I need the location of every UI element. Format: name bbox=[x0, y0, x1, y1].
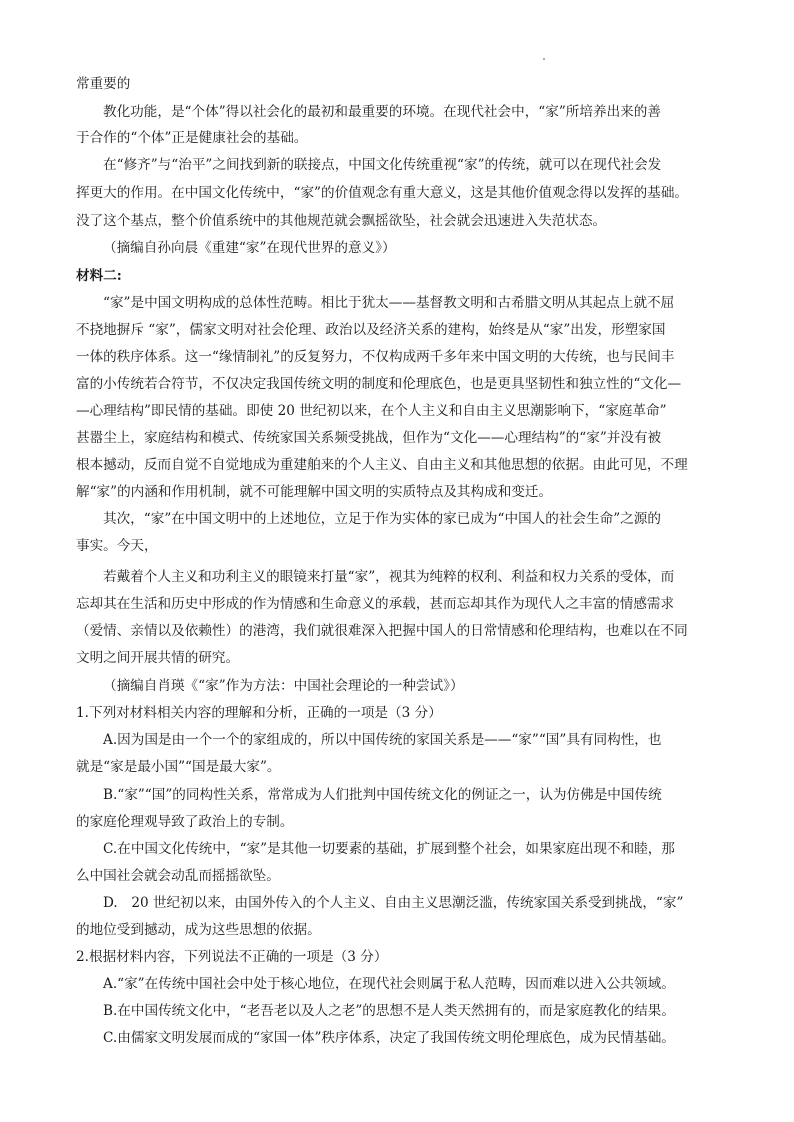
text-line: 若戴着个人主义和功利主义的眼镜来打量“家”，视其为纯粹的权利、利益和权力关系的受体，而 bbox=[103, 569, 675, 585]
text-line: 在“修齐”与“治平”之间找到新的联接点，中国文化传统重视“家”的传统，就可以在现代社会发 bbox=[103, 157, 662, 173]
source-citation: （摘编自孙向晨《重建“家”在现代世界的意义》） bbox=[103, 240, 396, 256]
option-line: B.在中国传统文化中，“老吾老以及人之老”的思想不是人类天然拥有的，而是家庭教化的结果。 bbox=[103, 1003, 675, 1019]
text-line: 常重要的 bbox=[76, 76, 131, 92]
question-stem: 1.下列对材料相关内容的理解和分析，正确的一项是（3 分） bbox=[76, 705, 442, 721]
text-line: “家”是中国文明构成的总体性范畴。相比于犹太——基督教文明和古希腊文明从其起点上就不屈 bbox=[103, 295, 675, 311]
option-line: C.在中国文化传统中，“家”是其他一切要素的基础，扩展到整个社会，如果家庭出现不和睦，那 bbox=[103, 841, 675, 857]
text-line: 解“家”的内涵和作用机制，就不可能理解中国文明的实质特点及其构成和变迁。 bbox=[76, 484, 553, 500]
text-line: 其次，“家”在中国文明中的上述地位，立足于作为实体的家已成为“中国人的社会生命”之源的 bbox=[103, 511, 661, 527]
text-line: 根本撼动，反而自觉不自觉地成为重建舶来的个人主义、自由主义和其他思想的依据。由此可见，不理 bbox=[76, 457, 688, 473]
text-line: 挥更大的作用。在中国文化传统中，“家”的价值观念有重大意义，这是其他价值观念得以发挥的基础。 bbox=[76, 185, 689, 201]
option-line: 的地位受到撼动，成为这些思想的依据。 bbox=[76, 922, 321, 938]
option-line: C.由儒家文明发展而成的“家国一体”秩序体系，决定了我国传统文明伦理底色，成为民情基础。 bbox=[103, 1030, 675, 1046]
option-line: 的家庭伦理观导致了政治上的专制。 bbox=[76, 814, 294, 830]
option-line: 么中国社会就会动乱而摇摇欲坠。 bbox=[76, 868, 280, 884]
text-line: （爱情、亲情以及依赖性）的港湾，我们就很难深入把握中国人的日常情感和伦理结构，也难以在不同 bbox=[76, 623, 688, 639]
text-line: 不挠地摒斥 “家”，儒家文明对社会伦理、政治以及经济关系的建构，始终是从“家”出发，形塑家国 bbox=[76, 322, 666, 338]
text-line: 甚嚣尘上，家庭结构和模式、传统家国关系频受挑战，但作为“文化——心理结构”的“家”并没有被 bbox=[76, 430, 662, 446]
text-line: 一体的秩序体系。这一“缘情制礼”的反复努力，不仅构成两千多年来中国文明的大传统，也与民间丰 bbox=[76, 349, 675, 365]
option-line: 就是“家是最小国”“国是最大家”。 bbox=[76, 759, 281, 775]
text-line: 富的小传统若合符节，不仅决定我国传统文明的制度和伦理底色，也是更具坚韧性和独立性的“文化— bbox=[76, 376, 682, 392]
text-line: 没了这个基点，整个价值系统中的其他规范就会飘摇欲坠，社会就会迅速进入失范状态。 bbox=[76, 213, 607, 229]
option-line: D. 20 世纪初以来，由国外传入的个人主义、自由主义思潮泛滥，传统家国关系受到挑战，“家” bbox=[103, 895, 684, 911]
text-line: 于合作的“个体”正是健康社会的基础。 bbox=[76, 130, 308, 146]
text-line: 忘却其在生活和历史中形成的作为情感和生命意义的承载，甚而忘却其作为现代人之丰富的情感需求 bbox=[76, 596, 675, 612]
section-heading: 材料二: bbox=[76, 268, 122, 284]
scan-dot bbox=[543, 58, 545, 60]
option-line: A.因为国是由一个一个的家组成的，所以中国传统的家国关系是——“家”“国”具有同构性，也 bbox=[103, 732, 662, 748]
option-line: B.“家”“国”的同构性关系，常常成为人们批判中国传统文化的例证之一，认为仿佛是中国传统 bbox=[103, 787, 662, 803]
source-citation: （摘编自肖瑛《“家”作为方法：中国社会理论的一种尝试》） bbox=[103, 678, 464, 694]
text-line: 教化功能，是“个体”得以社会化的最初和最重要的环境。在现代社会中，“家”所培养出来的善 bbox=[103, 104, 661, 120]
text-line: 事实。今天， bbox=[76, 538, 158, 554]
text-line: 文明之间开展共情的研究。 bbox=[76, 650, 240, 666]
question-stem: 2.根据材料内容，下列说法不正确的一项是（3 分） bbox=[76, 949, 388, 965]
option-line: A.“家”在传统中国社会中处于核心地位，在现代社会则属于私人范畴，因而难以进入公共领域。 bbox=[103, 976, 675, 992]
text-line: —心理结构”即民情的基础。即使 20 世纪初以来，在个人主义和自由主义思潮影响下，“家庭革命” bbox=[76, 403, 667, 419]
